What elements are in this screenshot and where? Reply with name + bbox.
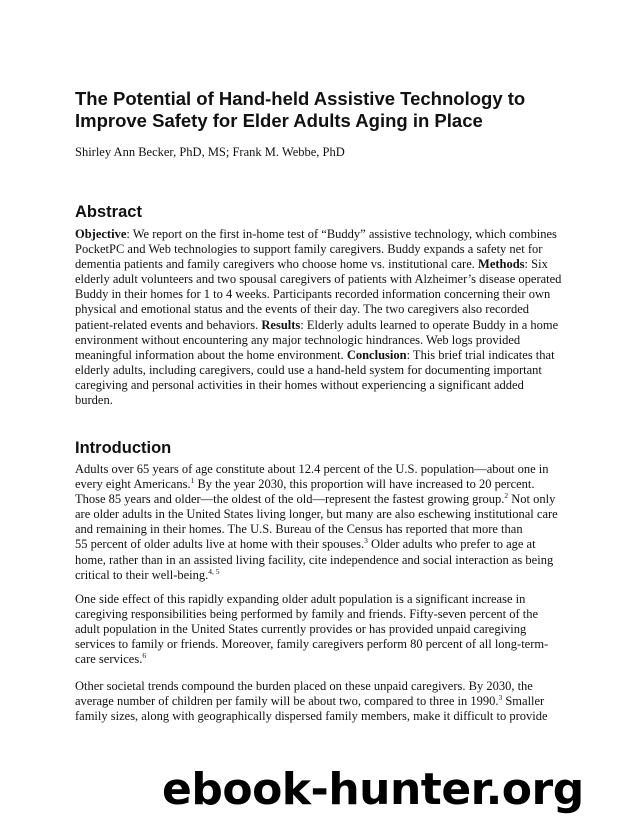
title-line: Improve Safety for Elder Adults Aging in Place	[75, 110, 483, 131]
text-run: physical and emotional status and the events of their day. The two caregivers also recorded	[75, 302, 530, 317]
text-line	[75, 592, 548, 607]
citation-superscript: 1	[190, 476, 195, 486]
text-run: : This brief trial indicates that	[406, 347, 555, 362]
text-line	[75, 378, 561, 393]
text-line	[75, 522, 558, 537]
introduction-paragraph-2	[75, 592, 548, 667]
text-run: PocketPC and Web technologies to support family caregivers. Buddy expands a safety net for	[75, 242, 543, 257]
text-run: meaningful information about the home environment.	[75, 347, 347, 362]
abstract-paragraph	[75, 227, 561, 408]
text-line	[75, 348, 561, 363]
text-run: services to family or friends. Moreover, family caregivers perform 80 percent of all long-term-	[75, 637, 549, 652]
citation-superscript: 4, 5	[208, 566, 220, 576]
citation-superscript: 2	[504, 491, 509, 501]
text-run: every eight Americans.	[75, 477, 191, 492]
text-run: : Six	[524, 257, 548, 272]
title-line: The Potential of Hand-held Assistive Technology to	[75, 88, 526, 109]
text-run: average number of children per family will be about two, compared to three in 1990.	[75, 694, 499, 709]
text-run: : Elderly adults learned to operate Buddy in a home	[300, 317, 559, 332]
text-line	[75, 272, 561, 287]
text-line	[75, 318, 561, 333]
text-line	[75, 709, 548, 724]
text-line	[75, 242, 561, 257]
section-label: Conclusion	[346, 347, 407, 362]
text-line	[75, 537, 558, 552]
text-line	[75, 257, 561, 272]
abstract-heading: Abstract	[75, 203, 142, 221]
citation-superscript: 3	[364, 536, 368, 546]
introduction-paragraph-3	[75, 679, 548, 724]
text-line	[75, 393, 561, 408]
text-run: Buddy in their homes for 1 to 4 weeks. Participants recorded information concerning their own	[75, 287, 551, 302]
text-line	[75, 694, 548, 709]
text-line	[75, 363, 561, 378]
text-line	[75, 637, 548, 652]
text-run: adult population in the United States currently provides or has provided unpaid caregiving	[75, 622, 527, 637]
text-run: patient-related events and behaviors.	[75, 317, 262, 332]
text-line	[75, 462, 558, 477]
text-line	[75, 622, 548, 637]
text-run: caregiving and personal activities in their homes without experiencing a significant added	[75, 377, 524, 392]
watermark-text: ebook-hunter.org	[162, 764, 584, 815]
text-run: dementia patients and family caregivers who choose home vs. institutional care.	[75, 257, 479, 272]
citation-superscript: 3	[498, 693, 503, 703]
text-line	[75, 652, 548, 667]
text-run: One side effect of this rapidly expanding older adult population is a significant increase in	[75, 592, 526, 606]
text-run: Adults over 65 years of age constitute about 12.4 percent of the U.S. population—about one in	[75, 462, 549, 476]
text-run: family sizes, along with geographically dispersed family members, make it difficult to provide	[75, 709, 548, 724]
text-run: caregiving responsibilities being performed by family and friends. Fifty-seven percent of the	[75, 607, 539, 622]
section-label: Methods	[478, 257, 525, 272]
text-line	[75, 679, 548, 694]
text-line	[75, 492, 558, 507]
text-run: Not only	[508, 492, 556, 507]
text-run: Those 85 years and older—the oldest of the old—represent the fastest growing group.	[75, 492, 505, 507]
text-run: home, rather than in an assisted living facility, cite independence and social interaction as being	[75, 552, 554, 567]
text-run: Smaller	[502, 694, 545, 709]
text-line	[75, 507, 558, 522]
text-line	[75, 333, 561, 348]
introduction-paragraph-1	[75, 462, 558, 583]
text-run: care services.	[75, 652, 143, 667]
text-line	[75, 568, 558, 583]
text-run: 55 percent of older adults live at home with their spouses.	[75, 537, 365, 552]
author-line: Shirley Ann Becker, PhD, MS; Frank M. Webbe, PhD	[75, 145, 345, 159]
text-run: elderly adult volunteers and two spousal caregivers of patients with Alzheimer’s disease operated	[75, 272, 562, 287]
paper-title	[75, 88, 575, 132]
text-run: Older adults who prefer to age at	[367, 537, 536, 552]
text-line	[75, 227, 561, 242]
section-label: Objective	[75, 227, 127, 241]
text-run: : We report on the first in-home test of “Buddy” assistive technology, which combines	[126, 227, 557, 241]
text-run: critical to their well-being.	[75, 567, 209, 582]
text-run: burden.	[75, 393, 113, 408]
text-line	[75, 302, 561, 317]
text-line	[75, 607, 548, 622]
text-run: are older adults in the United States living longer, but many are also eschewing institutional care	[75, 507, 558, 522]
section-label: Results	[261, 317, 301, 332]
text-run: environment without encountering any major technologic hindrances. Web logs provided	[75, 332, 521, 347]
introduction-heading: Introduction	[75, 439, 172, 457]
text-run: Other societal trends compound the burden placed on these unpaid caregivers. By 2030, the	[75, 679, 533, 693]
text-run: By the year 2030, this proportion will have increased to 20 percent.	[194, 477, 535, 492]
text-run: elderly adults, including caregivers, could use a hand-held system for documenting important	[75, 362, 542, 377]
text-run: and remaining in their homes. The U.S. Bureau of the Census has reported that more than	[75, 522, 523, 537]
text-line	[75, 553, 558, 568]
citation-superscript: 6	[142, 651, 147, 661]
text-line	[75, 287, 561, 302]
text-line	[75, 477, 558, 492]
